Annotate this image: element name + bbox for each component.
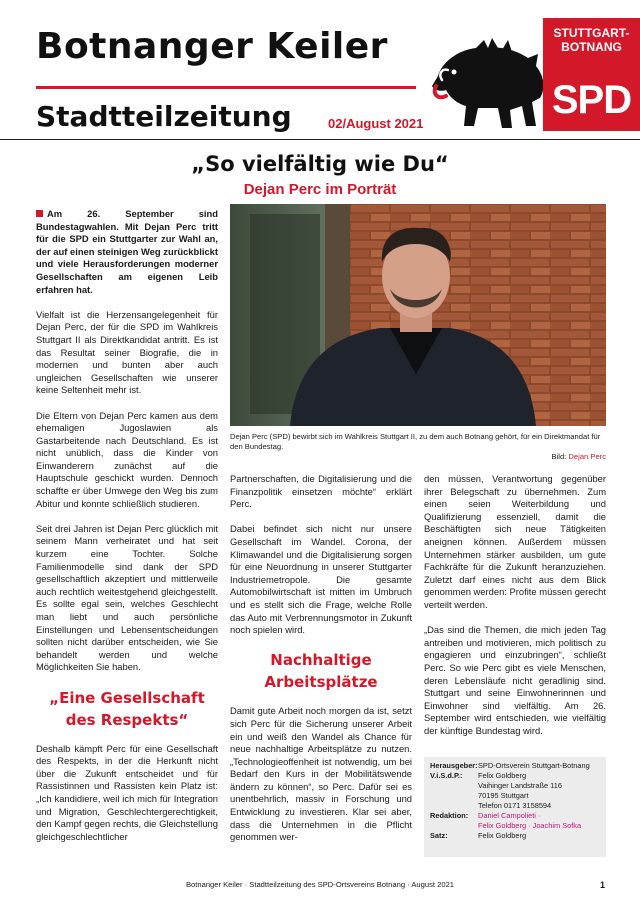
photo-caption — [230, 432, 606, 462]
article-lead — [36, 208, 218, 296]
imprint-line: Daniel Campolieti · — [478, 811, 541, 820]
spd-logo — [543, 18, 640, 131]
masthead-subtitle: Stadtteilzeitung — [36, 100, 292, 133]
article-column-1 — [36, 208, 218, 856]
photo-caption-text: Dejan Perc (SPD) bewirbt sich im Wahlkreis Stuttgart II, zu dem auch Botnang gehört, für ein Direktmandat für den Bundestag. — [230, 432, 601, 451]
article-headline: „So vielfältig wie Du“ — [191, 152, 449, 176]
imprint-editors — [430, 811, 600, 831]
imprint-line: Felix Goldberg — [478, 771, 527, 780]
photo-credit — [230, 452, 606, 462]
imprint-publisher-value: SPD-Ortsverein Stuttgart-Botnang — [478, 761, 590, 770]
issue-label: 02/August 2021 — [328, 116, 424, 131]
page-footer: Botnanger Keiler · Stadtteilzeitung des SPD-Ortsvereins Botnang · August 2021 — [185, 880, 455, 889]
imprint-visdp-value — [478, 771, 600, 811]
imprint-editors-value — [478, 811, 600, 831]
imprint-line: Telefon 0171 3158594 — [478, 801, 552, 810]
imprint-typeset-value: Felix Goldberg — [478, 831, 527, 840]
paragraph: den müssen, Verantwortung gegenüber ihrer Belegschaft zu übernehmen. Zum einen seien Weiterbildung und Qualifizierung essenziell, damit die Beschäftigten sich neue Tätigkeiten aneignen können. Außerdem müssen Unternehmen stärker ausbilden, um gute Fachkräfte für die Zukunft heranzuziehen. Zuletzt darf eines nicht aus dem Blick genommen werden: Profite müssen gerecht verteilt werden. — [424, 473, 606, 610]
photo-credit-name: Dejan Perc — [568, 452, 606, 461]
paragraph: Damit gute Arbeit noch morgen da ist, setzt sich Perc für die Sicherung unserer Arbeit ein und weiß den Wandel als Chance für neue nachhaltige Arbeitsplätze zu nutzen. „Technologieoffenheit ist notwendig, um bei Bedarf den Kurs in der Mobilitätswende ändern zu können“, so Perc. Dafür sei es unentbehrlich, massiv in Forschung und Entwicklung zu investieren. Klar sei aber, dass die Unternehmen in die Pflicht genommen wer- — [230, 705, 412, 843]
paragraph: Seit drei Jahren ist Dejan Perc glücklich mit seinem Mann verheiratet und hat seit kurzem eine Tochter. Solche Familienmodelle sind dank der SPD gesellschaftlich akzeptiert und mittlerweile auch rechtlich weitestgehend gleichgestellt. Es sollte egal sein, welches Geschlecht man liebt und auch persönliche Einstellungen und Lebensentscheidungen sollten nicht darüber entscheiden, wie Sie behandelt werden und welche Möglichkeiten Sie haben. — [36, 522, 218, 673]
imprint-box — [424, 757, 606, 857]
lead-bullet-icon — [36, 210, 43, 217]
photo-credit-label: Bild: — [551, 452, 567, 461]
boar-icon — [428, 36, 548, 134]
paragraph: Partnerschaften, die Digitalisierung und die Finanzpolitik einsetzen möchte“ erklärt Perc. — [230, 473, 412, 510]
imprint-line: 70195 Stuttgart — [478, 791, 529, 800]
masthead-title: Botnanger Keiler — [36, 26, 388, 67]
imprint-typeset — [430, 831, 600, 841]
imprint-visdp — [430, 771, 600, 811]
imprint-line: Felix Goldberg · Joachim Sofka — [478, 821, 582, 830]
imprint-publisher-label: Herausgeber: — [430, 761, 478, 770]
article-lead-text: Am 26. September sind Bundestagwahlen. Mit Dejan Perc tritt für die SPD ein Stuttgarter zur Wahl an, der auf einen steinigen Weg zurückblickt und viele Herausforderungen moderner Gesellschaften am eigenen Leib erfahren hat. — [36, 208, 218, 295]
logo-city-line2: BOTNANG — [561, 40, 622, 54]
logo-city-line1: STUTTGART- — [553, 26, 630, 40]
paragraph: „Das sind die Themen, die mich jeden Tag antreiben und motivieren, mich politisch zu engagieren und einzubringen“, schließt Perc. So wie Perc gibt es viele Menschen, deren Lebensläufe nicht geradlinig sind. Stuttgart und seine Einwohnerinnen und Einwohner sind vielfältig. Am 26. September wird entschieden, wie vielfältig der künftige Bundestag wird. — [424, 624, 606, 736]
logo-party: SPD — [551, 78, 632, 122]
subheading-arbeitsplaetze: Nachhaltige Arbeitsplätze — [264, 651, 378, 692]
article-column-2 — [230, 473, 412, 856]
article-column-3 — [424, 473, 606, 750]
imprint-publisher — [430, 761, 600, 771]
portrait-photo — [230, 204, 606, 426]
imprint-visdp-label: V.i.S.d.P.: — [430, 771, 463, 780]
article-kicker: Dejan Perc im Porträt — [243, 181, 397, 198]
imprint-line: Vaihinger Landstraße 116 — [478, 781, 562, 790]
masthead-red-rule — [36, 86, 416, 89]
imprint-typeset-label: Satz: — [430, 831, 448, 840]
header-divider — [0, 139, 640, 140]
paragraph: Die Eltern von Dejan Perc kamen aus dem ehemaligen Jugoslawien als Gastarbeitende nach Deutschland. Es ist nicht unüblich, dass die Kinder von Einwanderern zunächst auf die Hauptschule geschickt wurden. Dennoch schaffte er über Umwege den Weg bis zum Abitur und konnte schließlich studieren. — [36, 409, 218, 509]
portrait-illustration — [230, 204, 606, 426]
paragraph: Deshalb kämpft Perc für eine Gesellschaft des Respekts, in der die Herkunft nicht über die Zukunft entscheidet und für Rassistinnen und Rassisten kein Platz ist: „Ich kandidiere, weil ich mich für Integration und Migration, Geschlechtergerechtigkeit, den Kampf gegen rechts, die Gleichstellung gleichgeschlechtlicher — [36, 742, 218, 842]
subheading-respekt: „Eine Gesellschaft des Respekts“ — [49, 688, 205, 729]
page-number: 1 — [600, 880, 606, 890]
paragraph: Vielfalt ist die Herzensangelegenheit für Dejan Perc, der für die SPD im Wahlkreis Stuttgart II als Direktkandidat antritt. Es ist das Resultat seiner Biografie, die in modernen und bunten aber auch ungleichen Gesellschaften wie unserer keine Seltenheit mehr ist. — [36, 308, 218, 396]
paragraph: Dabei befindet sich nicht nur unsere Gesellschaft im Wandel. Corona, der Klimawandel und die Digitalisierung sorgen für eine Neuordnung in unserer Stuttgarter Industriemetropole. Die gesamte Automobilwirtschaft ist mitten im Umbruch und es stellt sich die Frage, welche Rolle das Auto mit Verbrennungsmotor in Zukunft noch spielen wird. — [230, 523, 412, 636]
imprint-editors-label: Redaktion: — [430, 811, 469, 820]
